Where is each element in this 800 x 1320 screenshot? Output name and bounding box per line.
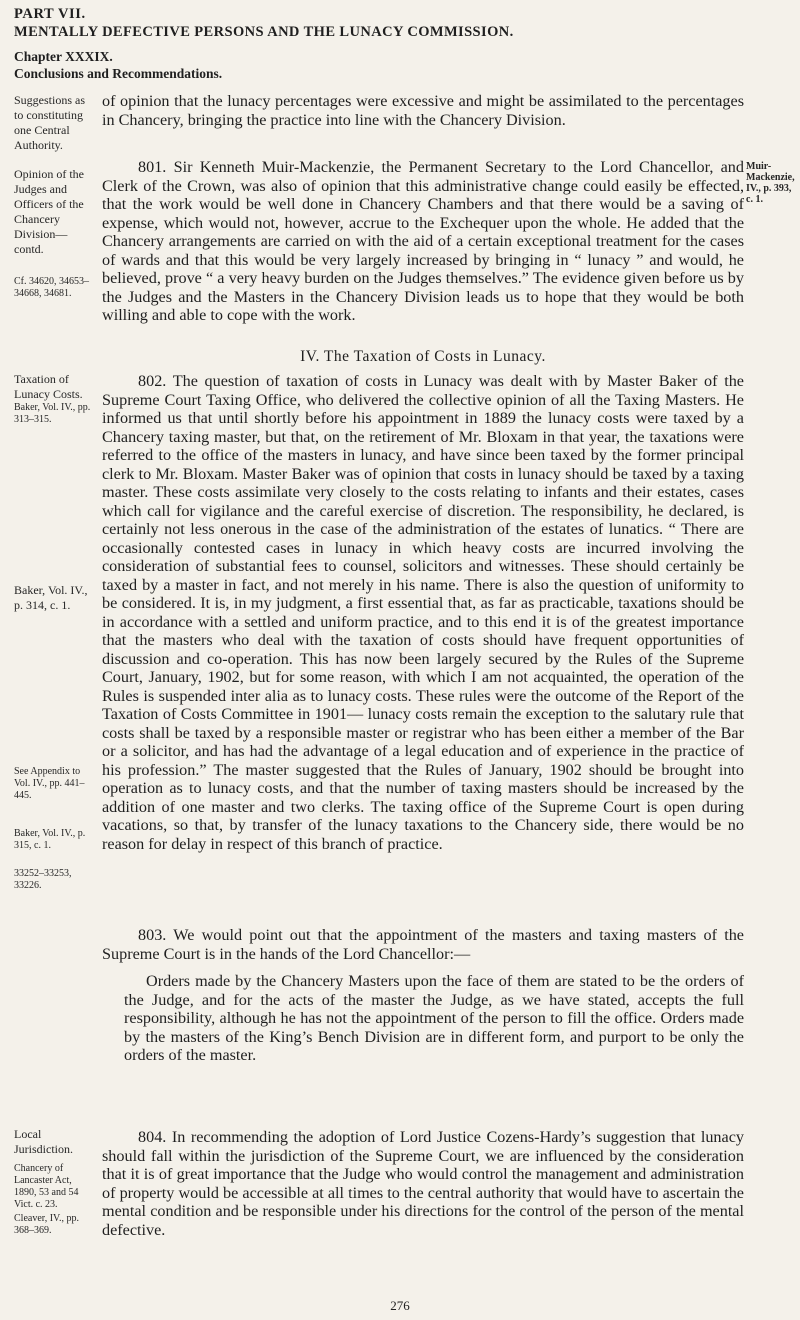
body-801 — [102, 158, 744, 325]
subject-heading: MENTALLY DEFECTIVE PERSONS AND THE LUNACY COMMISSION. — [14, 24, 514, 40]
margin-note-taxation: Taxation of Lunacy Costs. — [14, 372, 83, 401]
margin-note-muir-mackenzie: Muir-Mackenzie, IV., p. 393, c. 1. — [746, 161, 795, 205]
margin-note-baker-313: Baker, Vol. IV., pp. 313–315. — [14, 402, 91, 425]
paragraph-804: 804. In recommending the adoption of Lord Justice Cozens-Hardy’s suggestion that lunacy should fall within the jurisdiction of the Supreme Court, we are influenced by the consideration that it is of great importance that the Judge who would control the management and administration of property would be accessible at all times to the central authority that would have to ascertain the mental condition and be responsible under his directions for the control of the person of the mental defective. — [102, 1128, 744, 1239]
body-intro — [102, 92, 744, 129]
margin-note-baker-315: Baker, Vol. IV., p. 315, c. 1. — [14, 828, 86, 851]
paragraph-802: 802. The question of taxation of costs in Lunacy was dealt with by Master Baker of the Supreme Court Taxing Office, who delivered the collective opinion of all the Taxing Masters. He informed us that until shortly before his appointment in 1889 the lunacy costs were taxed by a Chancery taxing master, but that, on the retirement of Mr. Bloxam in that year, the taxations were referred to the office of the masters in lunacy, and have since been taxed by the former principal clerk to Mr. Bloxam. Master Baker was of opinion that costs in lunacy should be taxed by a taxing master. These costs assimilate very closely to the costs relating to infants and their estates, cases which call for vigilance and the careful exercise of discretion. The responsibility, he declared, is certainly not less onerous in the case of the administration of the estates of lunatics. “ There are occasionally contested cases in lunacy in which heavy costs are incurred involving the consideration of substantial fees to counsel, solicitors and witnesses. These should certainly be taxed by a master in fact, and not merely in his name. There is also the question of uniformity to be considered. It is, in my judgment, a first essential that, as far as practicable, taxations should be in accordance with a settled and uniform practice, and to this end it is of the greatest importance that the masters who deal with the taxation of costs should have frequent opportunities of discussion and co-operation. This has now been largely secured by the Rules of the Supreme Court, January, 1902, but for some reason, with which I am not acquainted, the operation of the Rules is suspended inter alia as to lunacy costs. These rules were the outcome of the Report of the Taxation of Costs Committee in 1901— lunacy costs remain the exception to the salutary rule that costs shall be taxed by a responsible master or registrar who has been either a member of the Bar or a solicitor, and has had the advantage of a legal education and of experience in the practice of his profession.” The master suggested that the Rules of January, 1902 should be brought into operation as to lunacy costs, and that the number of taxing masters should be increased by the addition of one master and two clerks. The taxing office of the Supreme Court is open during vacations, so that, by transfer of the lunacy taxations to the Chancery side, there would be no reason for delay in respect of this branch of practice. — [102, 372, 744, 853]
margin-note-central-authority: Suggestions as to constituting one Central Authority. — [14, 93, 86, 152]
margin-note-chancery-lancaster: Chancery of Lancaster Act, 1890, 53 and 54 Vict. c. 23. — [14, 1163, 79, 1210]
paragraph-801: 801. Sir Kenneth Muir-Mackenzie, the Permanent Secretary to the Lord Chancellor, and Clerk of the Crown, was also of opinion that this administrative change could easily be effected, that the work would be well done in Chancery Chambers and that there would be a saving of expense, which would not, however, accrue to the Exchequer upon the whole. He added that the Chancery arrangements are carried on with the aid of a certain exceptional treatment for the cases of wards and that this would be very largely increased by bringing in “ lunacy ” and would, he believed, prove “ a very heavy burden on the Judges themselves.” The evidence given before us by the Judges and the Masters in the Chancery Division leads us to hope that they would be both willing and able to cope with the work. — [102, 158, 744, 324]
paragraph-intro: of opinion that the lunacy percentages were excessive and might be assimilated to the percentages in Chancery, bringing the practice into line with the Chancery Division. — [102, 92, 744, 129]
chapter-heading: Chapter XXXIX. — [14, 49, 113, 64]
margin-note-refs-33252: 33252–33253, 33226. — [14, 868, 72, 891]
paragraph-quote: Orders made by the Chancery Masters upon the face of them are stated to be the orders of the Judge, and for the acts of the master the Judge, as we have stated, accepts the full responsibility, although he has not the appointment of the person to fill the office. Orders made by the masters of the King’s Bench Division are in different form, and purport to be only the orders of the master. — [124, 972, 744, 1064]
margin-note-appendix: See Appendix to Vol. IV., pp. 441–445. — [14, 766, 85, 801]
margin-note-cf-refs: Cf. 34620, 34653–34668, 34681. — [14, 276, 89, 299]
margin-note-local-jurisdiction: Local Jurisdiction. — [14, 1127, 73, 1156]
paragraph-803: 803. We would point out that the appointment of the masters and taxing masters of the Supreme Court is in the hands of the Lord Chancellor:— — [102, 926, 744, 963]
section-heading: Conclusions and Recommendations. — [14, 66, 223, 81]
section-iv-title: IV. The Taxation of Costs in Lunacy. — [300, 348, 546, 365]
body-804 — [102, 1128, 744, 1239]
page-number: 276 — [390, 1298, 410, 1313]
body-803 — [102, 926, 744, 963]
margin-note-baker-314: Baker, Vol. IV., p. 314, c. 1. — [14, 583, 88, 612]
part-heading: PART VII. — [14, 6, 86, 22]
body-802 — [102, 372, 744, 853]
margin-note-cleaver: Cleaver, IV., pp. 368–369. — [14, 1213, 79, 1236]
body-quote — [102, 972, 744, 1065]
margin-note-opinion-judges: Opinion of the Judges and Officers of the Chancery Division—contd. — [14, 167, 84, 256]
